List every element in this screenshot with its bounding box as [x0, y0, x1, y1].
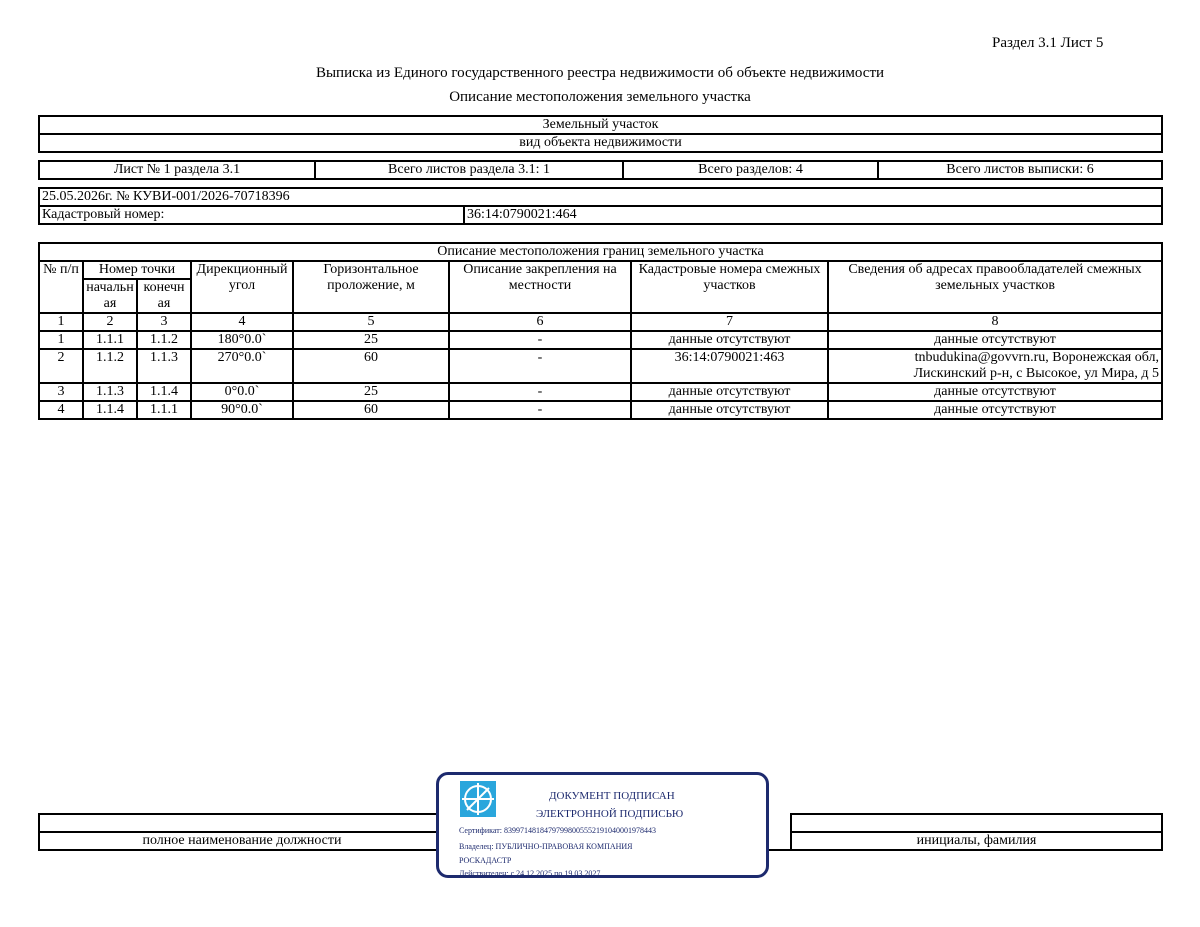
cell-fixing: - [449, 331, 631, 349]
cell-adjacent: данные отсутствуют [631, 401, 828, 419]
cell-adjacent: данные отсутствуют [631, 331, 828, 349]
cell-owners: данные отсутствуют [828, 401, 1162, 419]
column-number: 6 [449, 313, 631, 331]
cell-owners: данные отсутствуют [828, 331, 1162, 349]
header-angle: Дирекционный угол [191, 261, 293, 313]
cell-angle: 180°0.0` [191, 331, 293, 349]
extract-date-number: 25.05.2026г. № КУВИ-001/2026-70718396 [39, 188, 1162, 206]
table-row [39, 349, 1162, 383]
column-number: 3 [137, 313, 191, 331]
header-adjacent: Кадастровые номера смежных участков [631, 261, 828, 313]
cell-distance: 60 [293, 401, 449, 419]
cell-num: 1 [39, 331, 83, 349]
total-sections: Всего разделов: 4 [623, 161, 878, 179]
position-field [39, 814, 445, 832]
cell-start: 1.1.3 [83, 383, 137, 401]
document-title: Выписка из Единого государственного реестра недвижимости об объекте недвижимости [315, 65, 885, 81]
owners-line: Лискинский р-н, с Высокое, ул Мира, д 5 [913, 366, 1159, 381]
cell-angle: 270°0.0` [191, 349, 293, 383]
cell-owners [828, 349, 1162, 383]
cell-end: 1.1.3 [137, 349, 191, 383]
electronic-signature-stamp [436, 772, 769, 878]
boundary-table [38, 242, 1163, 420]
cadastral-number: 36:14:0790021:464 [464, 206, 1162, 224]
sheet-number: Лист № 1 раздела 3.1 [39, 161, 315, 179]
name-field [791, 814, 1162, 832]
column-numbers-row [39, 313, 1162, 331]
section-sheet-label: Раздел 3.1 Лист 5 [992, 35, 1104, 51]
stamp-line-2: ЭЛЕКТРОННОЙ ПОДПИСЬЮ [536, 808, 684, 820]
stamp-owner: Владелец: ПУБЛИЧНО-ПРАВОВАЯ КОМПАНИЯ [459, 842, 633, 851]
boundary-table-title: Описание местоположения границ земельного участка [39, 243, 1162, 261]
stamp-owner-2: РОСКАДАСТР [459, 856, 512, 865]
header-start: начальн ая [83, 279, 137, 313]
cell-angle: 90°0.0` [191, 401, 293, 419]
cell-fixing: - [449, 401, 631, 419]
sheets-info-table [38, 160, 1163, 180]
column-number: 1 [39, 313, 83, 331]
stamp-certificate: Сертификат: 83997148184797998005552191040001978443 [459, 826, 656, 835]
position-caption: полное наименование должности [39, 832, 445, 850]
cell-end: 1.1.1 [137, 401, 191, 419]
header-end: конечн ая [137, 279, 191, 313]
cell-start: 1.1.1 [83, 331, 137, 349]
column-number: 7 [631, 313, 828, 331]
cell-fixing: - [449, 383, 631, 401]
object-type: Земельный участок [39, 116, 1162, 134]
header-num: № п/п [39, 261, 83, 313]
cell-end: 1.1.2 [137, 331, 191, 349]
cell-start: 1.1.2 [83, 349, 137, 383]
extract-info-table [38, 187, 1163, 225]
total-sheets-extract: Всего листов выписки: 6 [878, 161, 1162, 179]
cell-angle: 0°0.0` [191, 383, 293, 401]
table-row [39, 331, 1162, 349]
owners-line: tnbudukina@govvrn.ru, Воронежская обл, [914, 350, 1159, 365]
cell-fixing: - [449, 349, 631, 383]
cell-distance: 60 [293, 349, 449, 383]
object-type-caption: вид объекта недвижимости [39, 134, 1162, 152]
column-number: 4 [191, 313, 293, 331]
header-point-number: Номер точки [83, 261, 191, 279]
header-owners: Сведения об адресах правообладателей смежных земельных участков [828, 261, 1162, 313]
table-row [39, 401, 1162, 419]
cell-distance: 25 [293, 331, 449, 349]
cell-num: 4 [39, 401, 83, 419]
stamp-line-1: ДОКУМЕНТ ПОДПИСАН [549, 790, 675, 802]
column-number: 8 [828, 313, 1162, 331]
cell-adjacent: данные отсутствуют [631, 383, 828, 401]
cadastral-label: Кадастровый номер: [39, 206, 464, 224]
stamp-logo-icon [459, 780, 497, 818]
header-fixing: Описание закрепления на местности [449, 261, 631, 313]
cell-distance: 25 [293, 383, 449, 401]
stamp-validity: Действителен: с 24.12.2025 по 19.03.2027 [459, 869, 601, 878]
cell-adjacent: 36:14:0790021:463 [631, 349, 828, 383]
table-row [39, 383, 1162, 401]
column-number: 5 [293, 313, 449, 331]
column-number: 2 [83, 313, 137, 331]
cell-num: 2 [39, 349, 83, 383]
header-distance: Горизонтальное проложение, м [293, 261, 449, 313]
object-type-table [38, 115, 1163, 153]
total-sheets-section: Всего листов раздела 3.1: 1 [315, 161, 623, 179]
cell-owners: данные отсутствуют [828, 383, 1162, 401]
cell-num: 3 [39, 383, 83, 401]
cell-start: 1.1.4 [83, 401, 137, 419]
document-subtitle: Описание местоположения земельного участка [449, 89, 751, 105]
name-caption: инициалы, фамилия [791, 832, 1162, 850]
cell-end: 1.1.4 [137, 383, 191, 401]
